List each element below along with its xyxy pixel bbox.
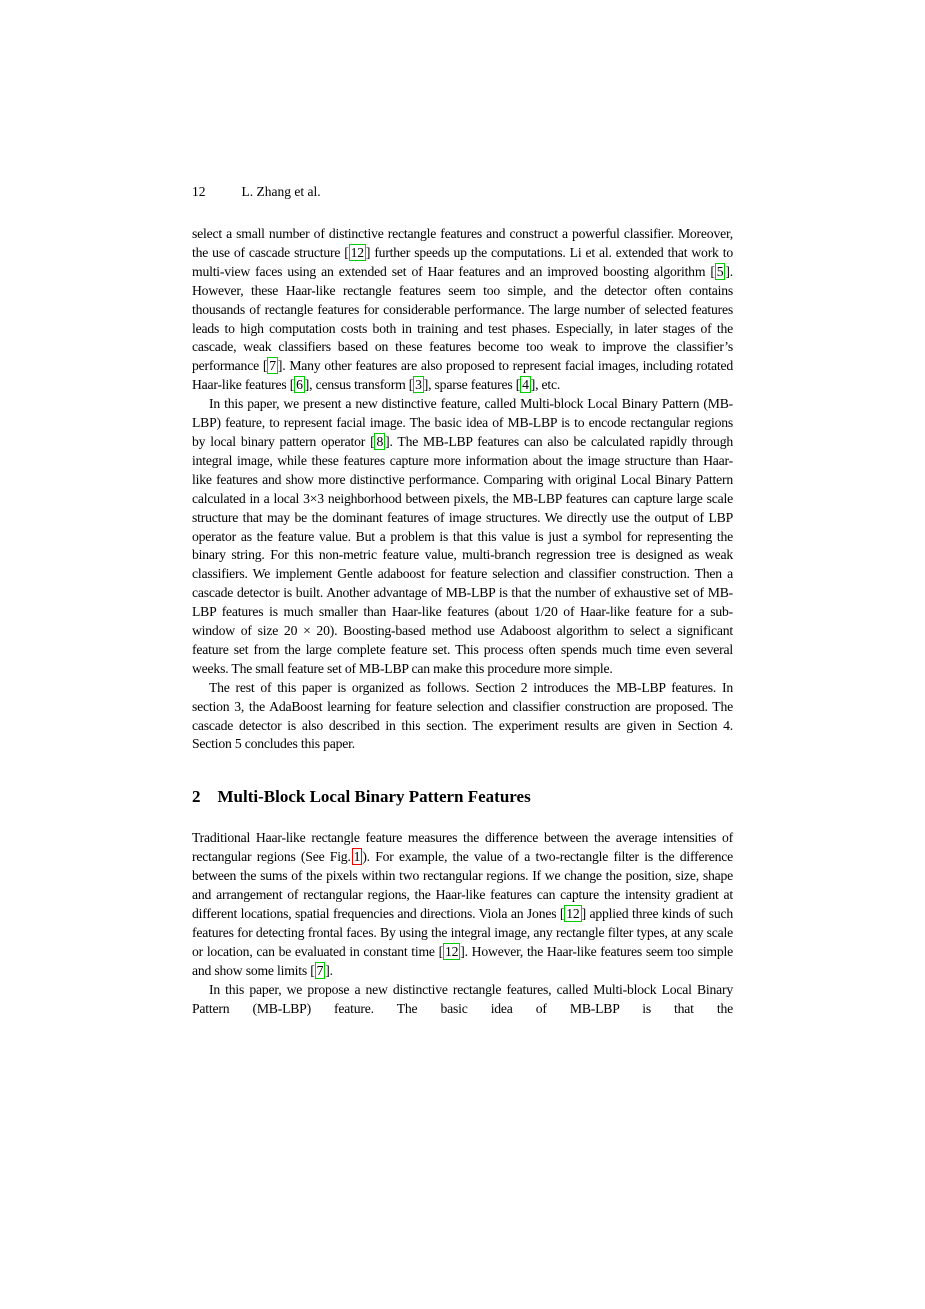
page-number: 12 [192, 184, 206, 199]
citation-link[interactable]: 7 [269, 358, 276, 374]
paragraph: In this paper, we present a new distinctive feature, called Multi-block Local Binary Pattern (MB-LBP) feature, to represent facial image. The basic idea of MB-LBP is to encode rectangular regions by local binary pattern operator [ 8 ]. The MB-LBP features can also be calculated rapidly through integral image, while these features capture more information about the image structure than Haar-like features and show more distinctive performance. Comparing with original Local Binary Pattern calculated in a local 3×3 neighborhood between pixels, the MB-LBP features can capture large scale structure that may be the dominant features of image structures. We directly use the output of LBP operator as the feature value. But a problem is that this value is just a symbol for representing the binary string. For this non-metric feature value, multi-branch regression tree is designed as weak classifiers. We implement Gentle adaboost for feature selection and classifier construction. Then a cascade detector is built. Another advantage of MB-LBP is that the number of exhaustive set of MB-LBP features is much smaller than Haar-like features (about 1/20 of Haar-like feature for a sub-window of size 20 × 20). Boosting-based method use Adaboost algorithm to select a significant feature set from the large complete feature set. This process often spends much time even several weeks. The small feature set of MB-LBP can make this procedure more simple. [192, 396, 733, 676]
running-header [192, 184, 733, 200]
paragraph: Traditional Haar-like rectangle feature measures the difference between the average intensities of rectangular regions (See Fig. 1 ). For example, the value of a two-rectangle filter is the difference between the sums of the pixels within two rectangular regions. If we change the position, size, shape and arrangement of rectangular regions, the Haar-like features can capture the intensity gradient at different locations, spatial frequencies and directions. Viola an Jones [ 12 ] applied three kinds of such features for detecting frontal faces. By using the integral image, any rectangle filter types, at any scale or location, can be evaluated in constant time [ 12 ]. However, the Haar-like features seem too simple and show some limits [ 7 ]. [192, 830, 733, 978]
section-heading [192, 787, 733, 807]
citation-link[interactable]: 7 [316, 962, 324, 978]
citation-link[interactable]: 3 [415, 377, 422, 393]
figure-link[interactable]: 1 [353, 849, 361, 865]
running-author: L. Zhang et al. [241, 184, 321, 199]
citation-link[interactable]: 12 [444, 943, 459, 959]
citation-link[interactable]: 5 [716, 263, 724, 279]
citation-link[interactable]: 8 [376, 433, 384, 449]
article-body [192, 225, 733, 1018]
citation-link[interactable]: 12 [566, 906, 580, 921]
paragraph: The rest of this paper is organized as follows. Section 2 introduces the MB-LBP features. In section 3, the AdaBoost learning for feature selection and classifier construction are proposed. The cascade detector is also described in this section. The experiment results are given in Section 4. Section 5 concludes this paper. [192, 679, 733, 752]
article-body-wrapper [192, 184, 733, 1018]
paragraph: select a small number of distinctive rectangle features and construct a powerful classifier. Moreover, the use of cascade structure [ 12 ] further speeds up the computations. Li et al. extended that work to multi-view faces using an extended set of Haar features and an improved boosting algorithm [ 5 ]. However, these Haar-like rectangle features seem too simple, and the detector often contains thousands of rectangle features for considerable performance. The large number of selected features leads to high computation costs both in training and test phases. Especially, in later stages of the cascade, weak classifiers based on these features become too weak to improve the classifier’s performance [ 7 ]. Many other features are also proposed to represent facial images, including rotated Haar-like features [ 6 ], census transform [ 3 ], sparse features [ 4 ], etc. [192, 226, 733, 393]
citation-link[interactable]: 6 [296, 377, 303, 393]
section-title: Multi-Block Local Binary Pattern Features [217, 787, 531, 807]
section-number: 2 [192, 787, 201, 807]
paragraph: In this paper, we propose a new distinctive rectangle features, called Multi-block Local Binary Pattern (MB-LBP) feature. The basic idea of MB-LBP is that the [192, 981, 733, 1016]
citation-link[interactable]: 4 [522, 377, 529, 393]
citation-link[interactable]: 12 [350, 244, 364, 260]
